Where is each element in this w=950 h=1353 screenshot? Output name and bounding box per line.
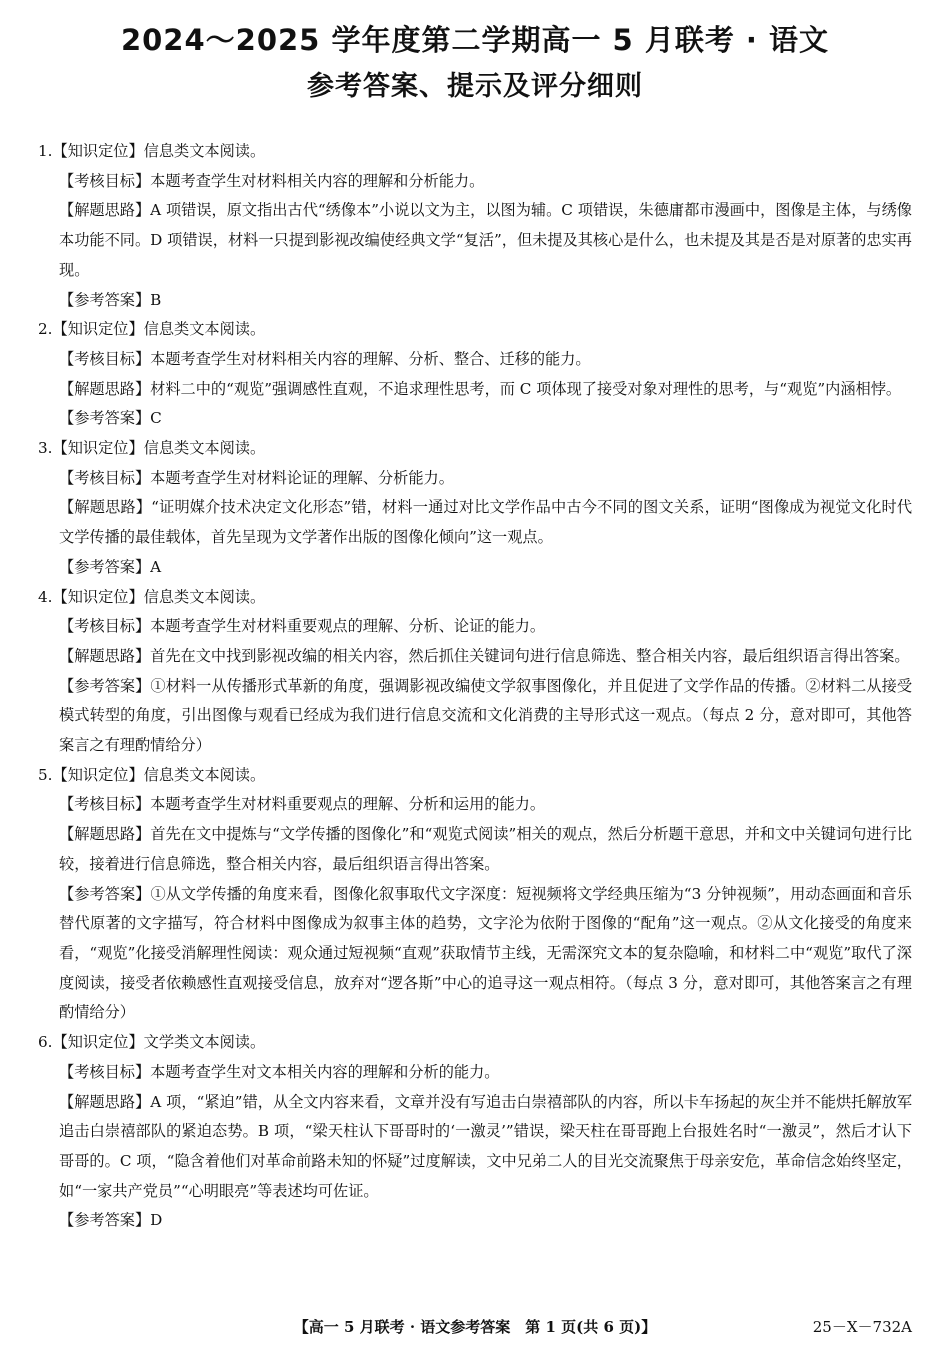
question-block-3: [38, 434, 912, 583]
answer-text: C: [150, 409, 162, 428]
thinking-row: [38, 642, 912, 672]
footer-page-info: 【高一 5 月联考 · 语文参考答案 第 1 页(共 6 页)】: [293, 1318, 657, 1336]
answer-text: ①材料一从传播形式革新的角度，强调影视改编使文学叙事图像化，并且促进了文学作品的传播。②材料二从接受模式转型的角度，引出图像与观看已经成为我们进行信息交流和文化消费的主导形式这一观点。（每点 2 分，意对即可，其他答案言之有理酌情给分）: [59, 676, 913, 755]
answer-text: B: [150, 290, 162, 309]
question-block-4: [38, 583, 912, 761]
question-number: 5.: [38, 765, 53, 784]
question-block-1: [38, 137, 912, 315]
thinking-row: [38, 820, 912, 879]
knowledge-row: [38, 137, 912, 167]
knowledge-text: 信息类文本阅读。: [143, 142, 266, 160]
thinking-row: [38, 196, 912, 285]
goal-label: 【考核目标】: [59, 1062, 151, 1081]
footer-exam-code: 25－X－732A: [812, 1318, 912, 1336]
knowledge-text: 信息类文本阅读。: [143, 320, 266, 339]
knowledge-text: 信息类文本阅读。: [143, 439, 266, 458]
thinking-text: A 项错误，原文指出古代“绣像本”小说以文为主，以图为辅。C 项错误，朱德庸都市漫画中，图像是主体，与绣像本功能不同。D 项错误，材料一只提到影视改编使经典文学“复活”，但未提及其核心是什么，也未提及其是否是对原著的忠实再现。: [59, 201, 912, 279]
goal-label: 【考核目标】: [59, 171, 151, 190]
goal-row: [38, 167, 912, 197]
knowledge-text: 信息类文本阅读。: [143, 765, 266, 784]
knowledge-label: 【知识定位】: [52, 439, 144, 458]
thinking-text: 材料二中的“观览”强调感性直观，不追求理性思考，而 C 项体现了接受对象对理性的思考，与“观览”内涵相悖。: [150, 379, 902, 398]
answer-row: [38, 404, 912, 434]
knowledge-row: [38, 761, 912, 791]
thinking-label: 【解题思路】: [59, 1092, 151, 1111]
knowledge-text: 文学类文本阅读。: [143, 1033, 266, 1052]
knowledge-text: 信息类文本阅读。: [143, 587, 266, 606]
answer-body: [38, 137, 912, 1236]
answer-label: 【参考答案】: [59, 290, 151, 309]
answer-label: 【参考答案】: [59, 557, 151, 576]
question-number: 1.: [38, 142, 53, 160]
answer-text: D: [150, 1211, 163, 1230]
goal-label: 【考核目标】: [59, 349, 151, 368]
goal-text: 本题考查学生对材料重要观点的理解、分析和运用的能力。: [150, 795, 545, 814]
thinking-text: “证明媒介技术决定文化形态”错，材料一通过对比文学作品中古今不同的图文关系，证明“图像成为视觉文化时代文学传播的最佳载体，首先呈现为文学著作出版的图像化倾向”这一观点。: [59, 498, 913, 547]
answer-row: [38, 1206, 912, 1236]
question-block-2: [38, 315, 912, 434]
goal-label: 【考核目标】: [59, 795, 151, 814]
question-number: 4.: [38, 587, 53, 606]
knowledge-row: [38, 583, 912, 613]
knowledge-label: 【知识定位】: [52, 142, 144, 160]
answer-row: [38, 880, 912, 1029]
goal-row: [38, 464, 912, 494]
knowledge-label: 【知识定位】: [52, 587, 144, 606]
question-block-5: [38, 761, 912, 1028]
knowledge-row: [38, 434, 912, 464]
thinking-row: [38, 1088, 912, 1207]
page-footer: [0, 1316, 950, 1342]
goal-text: 本题考查学生对文本相关内容的理解和分析的能力。: [150, 1062, 500, 1081]
page-subtitle: 参考答案、提示及评分细则: [307, 71, 643, 102]
thinking-text: 首先在文中提炼与“文学传播的图像化”和“观览式阅读”相关的观点，然后分析题干意思，并和文中关键词句进行比较，接着进行信息筛选，整合相关内容，最后组织语言得出答案。: [59, 825, 913, 873]
answer-label: 【参考答案】: [59, 1211, 151, 1230]
question-number: 3.: [38, 439, 53, 458]
thinking-label: 【解题思路】: [59, 498, 152, 517]
knowledge-label: 【知识定位】: [52, 1033, 144, 1052]
knowledge-label: 【知识定位】: [52, 765, 144, 784]
answer-label: 【参考答案】: [59, 676, 151, 695]
question-number: 6.: [38, 1033, 53, 1052]
question-number: 2.: [38, 320, 53, 339]
answer-row: [38, 553, 912, 583]
answer-text: A: [150, 557, 162, 576]
question-block-6: [38, 1028, 912, 1236]
answer-row: [38, 286, 912, 316]
thinking-row: [38, 493, 912, 552]
goal-label: 【考核目标】: [59, 617, 151, 636]
thinking-label: 【解题思路】: [59, 379, 151, 398]
knowledge-label: 【知识定位】: [52, 320, 144, 339]
goal-row: [38, 1058, 912, 1088]
thinking-text: 首先在文中找到影视改编的相关内容，然后抓住关键词句进行信息筛选、整合相关内容，最后组织语言得出答案。: [150, 646, 910, 665]
thinking-label: 【解题思路】: [59, 201, 151, 220]
goal-row: [38, 345, 912, 375]
knowledge-row: [38, 315, 912, 345]
goal-text: 本题考查学生对材料论证的理解、分析能力。: [150, 468, 454, 487]
thinking-label: 【解题思路】: [59, 646, 151, 665]
goal-text: 本题考查学生对材料重要观点的理解、分析、论证的能力。: [150, 617, 545, 636]
goal-label: 【考核目标】: [59, 468, 151, 487]
goal-text: 本题考查学生对材料相关内容的理解、分析、整合、迁移的能力。: [150, 349, 591, 368]
goal-text: 本题考查学生对材料相关内容的理解和分析能力。: [150, 171, 485, 190]
knowledge-row: [38, 1028, 912, 1058]
answer-label: 【参考答案】: [59, 409, 151, 428]
answer-text: ①从文学传播的角度来看，图像化叙事取代文字深度：短视频将文学经典压缩为“3 分钟视频”，用动态画面和音乐替代原著的文字描写，符合材料中图像成为叙事主体的趋势，文字沦为依附于图像的“配角”这一观点。②从文化接受的角度来看，“观览”化接受消解理性阅读：观众通过短视频“直观”获取情节主线，无需深究文本的复杂隐喻，和材料二中“观览”取代了深度阅读，接受者依赖感性直观接受信息，放弃对“逻各斯”中心的追寻这一观点相符。（每点 3 分，意对即可，其他答案言之有理酌情给分）: [59, 884, 912, 1022]
answer-row: [38, 672, 912, 761]
thinking-label: 【解题思路】: [59, 825, 151, 844]
thinking-row: [38, 375, 912, 405]
goal-row: [38, 790, 912, 820]
goal-row: [38, 612, 912, 642]
page-title: 2024～2025 学年度第二学期高一 5 月联考 · 语文: [120, 23, 830, 57]
answer-label: 【参考答案】: [59, 884, 151, 903]
thinking-text: A 项，“紧迫”错，从全文内容来看，文章并没有写追击白崇禧部队的内容，所以卡车扬起的灰尘并不能烘托解放军追击白崇禧部队的紧迫态势。B 项，“梁天柱认下哥哥时的‘一激灵’”错误，梁天柱在哥哥跑上台报姓名时“一激灵”，然后才认下哥哥的。C 项，“隐含着他们对革命前路未知的怀疑”过度解读，文中兄弟二人的目光交流聚焦于母亲安危，革命信念始终坚定，如“一家共产党员”“心明眼亮”等表述均可佐证。: [59, 1092, 913, 1200]
